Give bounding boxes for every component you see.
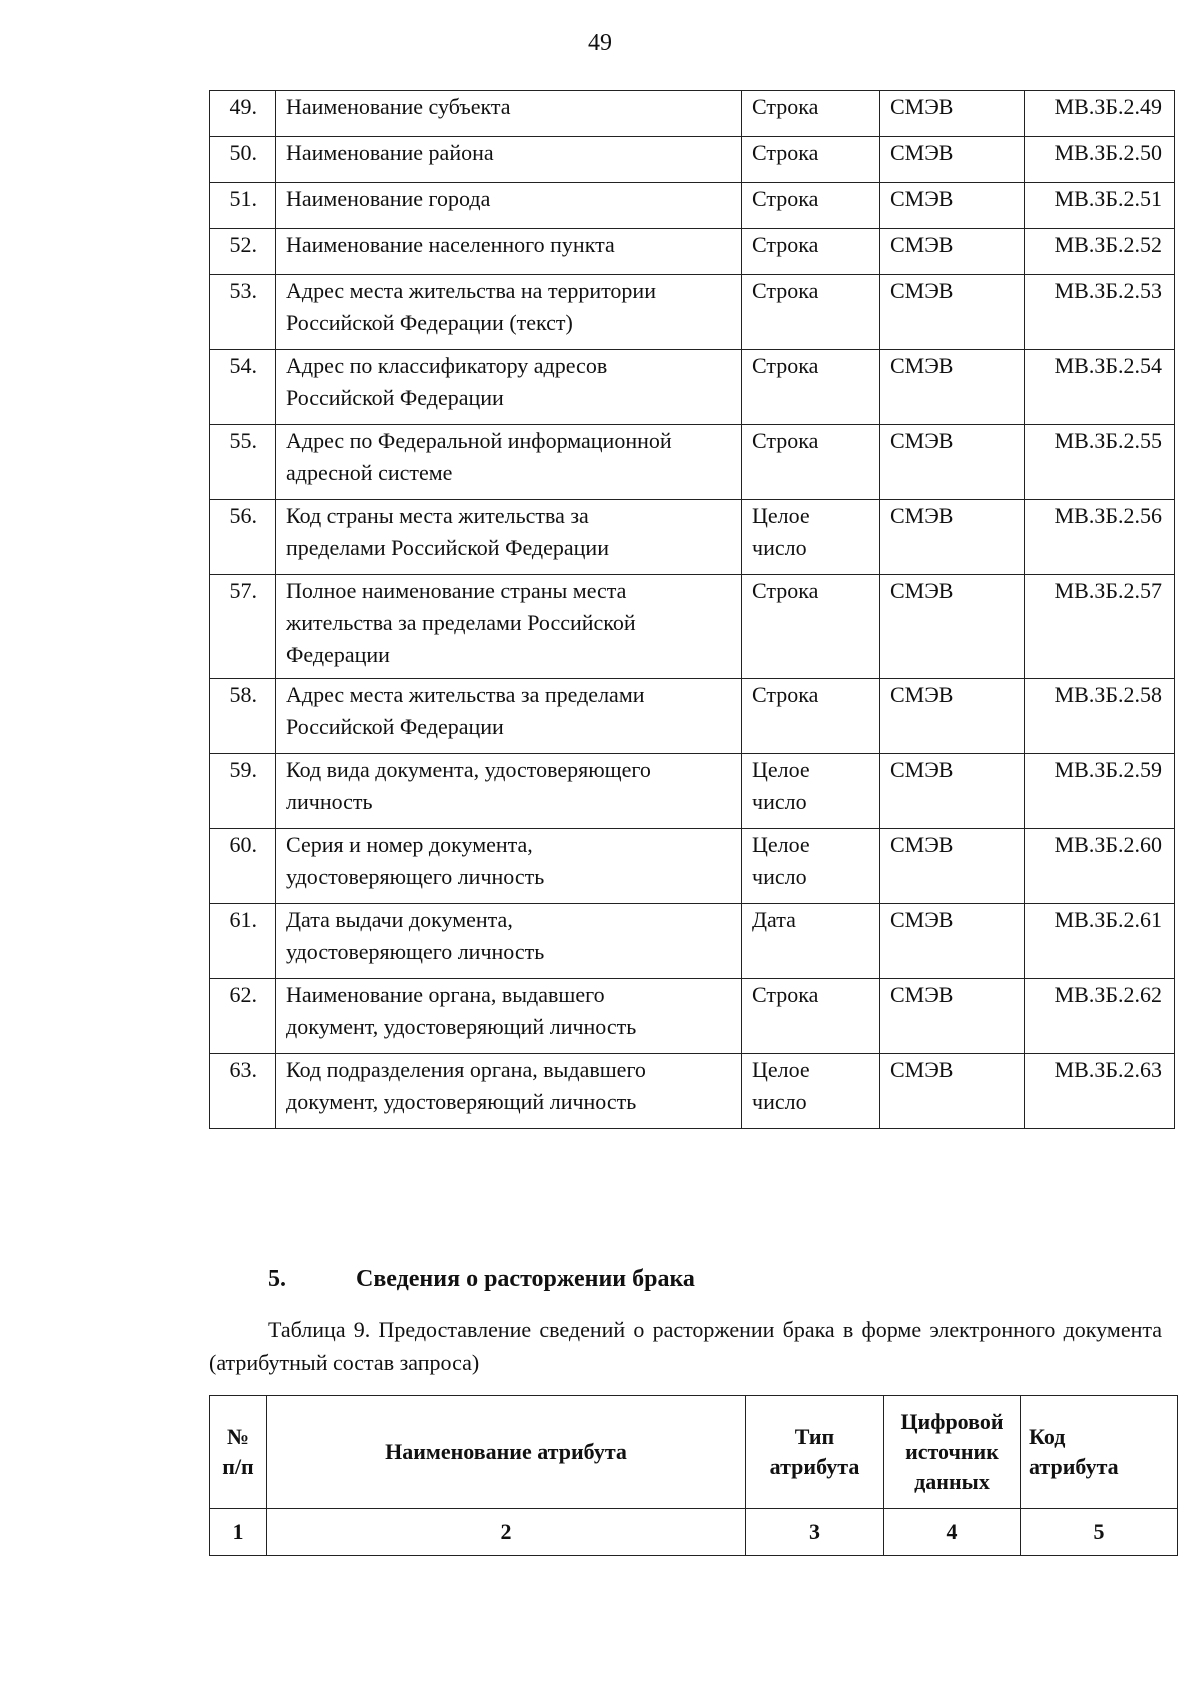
attribute-code: МВ.ЗБ.2.60 (1025, 829, 1175, 904)
attribute-type: Целое число (742, 500, 880, 575)
attribute-type: Строка (742, 679, 880, 754)
table-row (210, 575, 1175, 679)
attribute-code: МВ.ЗБ.2.63 (1025, 1054, 1175, 1129)
table-row (210, 91, 1175, 137)
attribute-code: МВ.ЗБ.2.55 (1025, 425, 1175, 500)
row-number: 61. (210, 904, 276, 979)
header-col-code: Код атрибута (1021, 1396, 1178, 1509)
data-source: СМЭВ (880, 979, 1025, 1054)
table-row (210, 904, 1175, 979)
column-number: 3 (746, 1509, 884, 1556)
row-number: 63. (210, 1054, 276, 1129)
attribute-name: Серия и номер документа, удостоверяющего личность (276, 829, 742, 904)
data-source: СМЭВ (880, 229, 1025, 275)
attribute-code: МВ.ЗБ.2.56 (1025, 500, 1175, 575)
row-number: 49. (210, 91, 276, 137)
attribute-name: Адрес по классификатору адресов Российской Федерации (276, 350, 742, 425)
table-row (210, 229, 1175, 275)
attribute-type: Целое число (742, 754, 880, 829)
column-numbers-row (210, 1509, 1178, 1556)
row-number: 54. (210, 350, 276, 425)
attribute-type: Строка (742, 425, 880, 500)
table-row (210, 183, 1175, 229)
row-number: 55. (210, 425, 276, 500)
attribute-code: МВ.ЗБ.2.49 (1025, 91, 1175, 137)
row-number: 62. (210, 979, 276, 1054)
attribute-type: Дата (742, 904, 880, 979)
attribute-name: Дата выдачи документа, удостоверяющего личность (276, 904, 742, 979)
column-number: 2 (267, 1509, 746, 1556)
attribute-type: Строка (742, 91, 880, 137)
row-number: 51. (210, 183, 276, 229)
row-number: 59. (210, 754, 276, 829)
attribute-type: Строка (742, 350, 880, 425)
attribute-name: Адрес места жительства на территории Российской Федерации (текст) (276, 275, 742, 350)
row-number: 52. (210, 229, 276, 275)
header-col-name: Наименование атрибута (267, 1396, 746, 1509)
column-number: 4 (884, 1509, 1021, 1556)
table-row (210, 275, 1175, 350)
table-row (210, 754, 1175, 829)
attribute-type: Строка (742, 275, 880, 350)
data-source: СМЭВ (880, 679, 1025, 754)
data-source: СМЭВ (880, 275, 1025, 350)
data-source: СМЭВ (880, 350, 1025, 425)
attribute-name: Адрес места жительства за пределами Российской Федерации (276, 679, 742, 754)
attribute-code: МВ.ЗБ.2.53 (1025, 275, 1175, 350)
attribute-code: МВ.ЗБ.2.59 (1025, 754, 1175, 829)
row-number: 50. (210, 137, 276, 183)
attribute-code: МВ.ЗБ.2.58 (1025, 679, 1175, 754)
attribute-name: Адрес по Федеральной информационной адресной системе (276, 425, 742, 500)
attribute-name: Наименование органа, выдавшего документ, удостоверяющий личность (276, 979, 742, 1054)
row-number: 53. (210, 275, 276, 350)
data-source: СМЭВ (880, 754, 1025, 829)
attribute-code: МВ.ЗБ.2.57 (1025, 575, 1175, 679)
attribute-name: Полное наименование страны места жительства за пределами Российской Федерации (276, 575, 742, 679)
attribute-code: МВ.ЗБ.2.54 (1025, 350, 1175, 425)
row-number: 56. (210, 500, 276, 575)
column-number: 1 (210, 1509, 267, 1556)
data-source: СМЭВ (880, 575, 1025, 679)
table-row (210, 829, 1175, 904)
attribute-name: Наименование населенного пункта (276, 229, 742, 275)
attribute-name: Наименование субъекта (276, 91, 742, 137)
page-number: 49 (588, 30, 612, 56)
data-source: СМЭВ (880, 904, 1025, 979)
attribute-type: Целое число (742, 829, 880, 904)
column-number: 5 (1021, 1509, 1178, 1556)
table-row (210, 679, 1175, 754)
data-source: СМЭВ (880, 425, 1025, 500)
table-row (210, 500, 1175, 575)
attribute-name: Наименование города (276, 183, 742, 229)
attribute-type: Строка (742, 979, 880, 1054)
header-col-source: Цифровой источник данных (884, 1396, 1021, 1509)
table-9-header (209, 1395, 1178, 1556)
data-source: СМЭВ (880, 1054, 1025, 1129)
attribute-code: МВ.ЗБ.2.50 (1025, 137, 1175, 183)
attribute-name: Наименование района (276, 137, 742, 183)
data-source: СМЭВ (880, 137, 1025, 183)
data-source: СМЭВ (880, 183, 1025, 229)
row-number: 58. (210, 679, 276, 754)
data-source: СМЭВ (880, 829, 1025, 904)
attribute-name: Код подразделения органа, выдавшего документ, удостоверяющий личность (276, 1054, 742, 1129)
attribute-type: Строка (742, 575, 880, 679)
header-col-type: Тип атрибута (746, 1396, 884, 1509)
section-title: Сведения о расторжении брака (356, 1266, 695, 1292)
section-heading (268, 1266, 695, 1293)
row-number: 57. (210, 575, 276, 679)
table-row (210, 979, 1175, 1054)
section-number: 5. (268, 1266, 286, 1292)
attributes-table (209, 90, 1175, 1129)
table-caption: Таблица 9. Предоставление сведений о расторжении брака в форме электронного документа (атрибутный состав запроса) (209, 1317, 1162, 1375)
attribute-code: МВ.ЗБ.2.61 (1025, 904, 1175, 979)
attribute-type: Строка (742, 137, 880, 183)
table-row (210, 425, 1175, 500)
table-row (210, 137, 1175, 183)
attribute-code: МВ.ЗБ.2.52 (1025, 229, 1175, 275)
attribute-code: МВ.ЗБ.2.51 (1025, 183, 1175, 229)
attribute-name: Код вида документа, удостоверяющего личность (276, 754, 742, 829)
row-number: 60. (210, 829, 276, 904)
table-row (210, 350, 1175, 425)
data-source: СМЭВ (880, 500, 1025, 575)
attribute-type: Целое число (742, 1054, 880, 1129)
header-row (210, 1396, 1178, 1509)
table-row (210, 1054, 1175, 1129)
attribute-type: Строка (742, 229, 880, 275)
data-source: СМЭВ (880, 91, 1025, 137)
attribute-name: Код страны места жительства за пределами Российской Федерации (276, 500, 742, 575)
attribute-type: Строка (742, 183, 880, 229)
header-col-number: № п/п (210, 1396, 267, 1509)
attribute-code: МВ.ЗБ.2.62 (1025, 979, 1175, 1054)
